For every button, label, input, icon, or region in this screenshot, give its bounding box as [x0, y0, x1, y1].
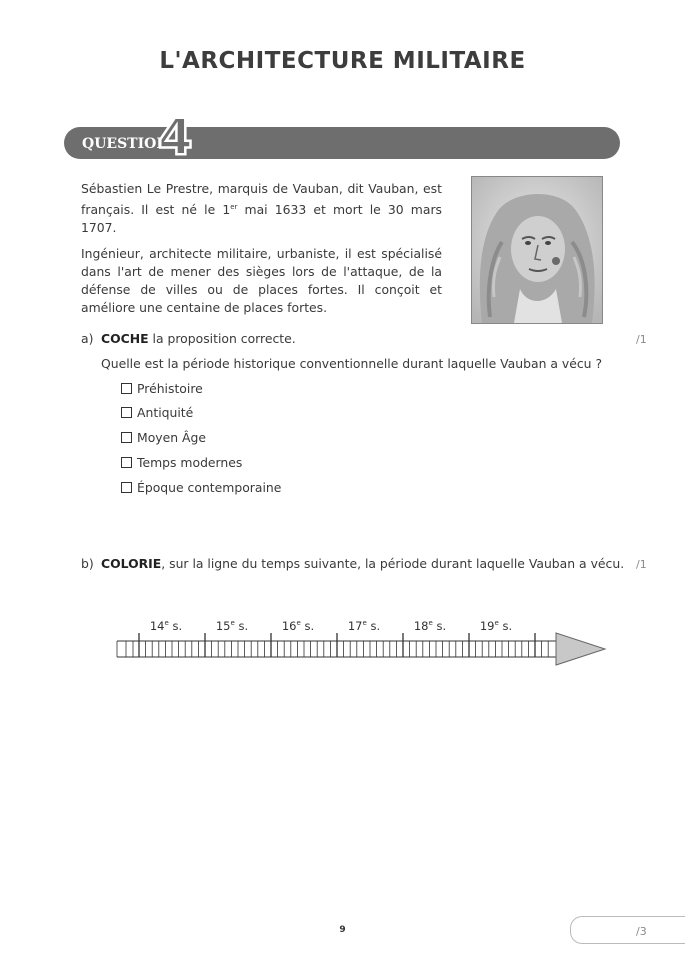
option-moyen-age[interactable] — [121, 430, 206, 445]
option-label: Moyen Âge — [137, 430, 206, 445]
part-b-instruction — [101, 556, 624, 571]
option-label: Antiquité — [137, 405, 194, 420]
part-b-score: /1 — [636, 558, 647, 571]
part-a-letter: a) — [81, 331, 94, 346]
checkbox-icon[interactable] — [121, 383, 132, 394]
intro-p1-sup: er — [230, 203, 238, 211]
total-score-box — [570, 916, 685, 944]
timeline-arrow — [556, 633, 605, 665]
total-score: /3 — [636, 925, 647, 938]
part-a-question: Quelle est la période historique conventionnelle durant laquelle Vauban a vécu ? — [101, 356, 603, 371]
part-a-score: /1 — [636, 333, 647, 346]
option-temps-modernes[interactable] — [121, 455, 242, 470]
intro-p1-text: Sébastien Le Prestre, marquis de Vauban, dit Vauban, est français. Il est né le 1 — [81, 181, 442, 218]
century-label: 19e s. — [479, 619, 513, 633]
checkbox-icon[interactable] — [121, 482, 132, 493]
part-b-instruction-text: , sur la ligne du temps suivante, la période durant laquelle Vauban a vécu. — [161, 556, 625, 571]
part-b-keyword: COLORIE — [101, 556, 162, 571]
timeline-ticks — [117, 633, 548, 657]
option-label: Époque contemporaine — [137, 480, 282, 495]
checkbox-icon[interactable] — [121, 432, 132, 443]
page-title: L'ARCHITECTURE MILITAIRE — [159, 48, 526, 74]
portrait-image — [472, 177, 602, 323]
intro-text — [81, 180, 442, 325]
century-label: 15e s. — [215, 619, 249, 633]
part-a-instruction-text: la proposition correcte. — [148, 331, 296, 346]
intro-paragraph-2: Ingénieur, architecte militaire, urbaniste, il est spécialisé dans l'art de mener des sièges lors de l'attaque, de la défense de villes ou de places fortes. Il conçoit et améliore une centaine de places fortes. — [81, 246, 442, 316]
question-number: 4 — [158, 108, 193, 166]
part-a-instruction — [101, 331, 296, 346]
intro-p1-text-end: mai 1633 et mort le 30 mars 1707. — [81, 202, 442, 236]
page-number: 9 — [339, 925, 346, 935]
option-prehistoire[interactable] — [121, 381, 203, 396]
century-label: 18e s. — [413, 619, 447, 633]
century-label: 17e s. — [347, 619, 381, 633]
option-epoque-contemporaine[interactable] — [121, 480, 281, 495]
century-label: 14e s. — [149, 619, 183, 633]
option-antiquite[interactable] — [121, 405, 193, 420]
vauban-portrait — [471, 176, 603, 324]
timeline[interactable] — [0, 600, 685, 680]
option-label: Temps modernes — [137, 455, 243, 470]
checkbox-icon[interactable] — [121, 407, 132, 418]
century-label: 16e s. — [281, 619, 315, 633]
part-b-letter: b) — [81, 556, 94, 571]
question-label: QUESTION — [82, 136, 170, 152]
checkbox-icon[interactable] — [121, 457, 132, 468]
option-label: Préhistoire — [137, 381, 203, 396]
intro-paragraph-1 — [81, 180, 442, 237]
part-a-keyword: COCHE — [101, 331, 149, 346]
